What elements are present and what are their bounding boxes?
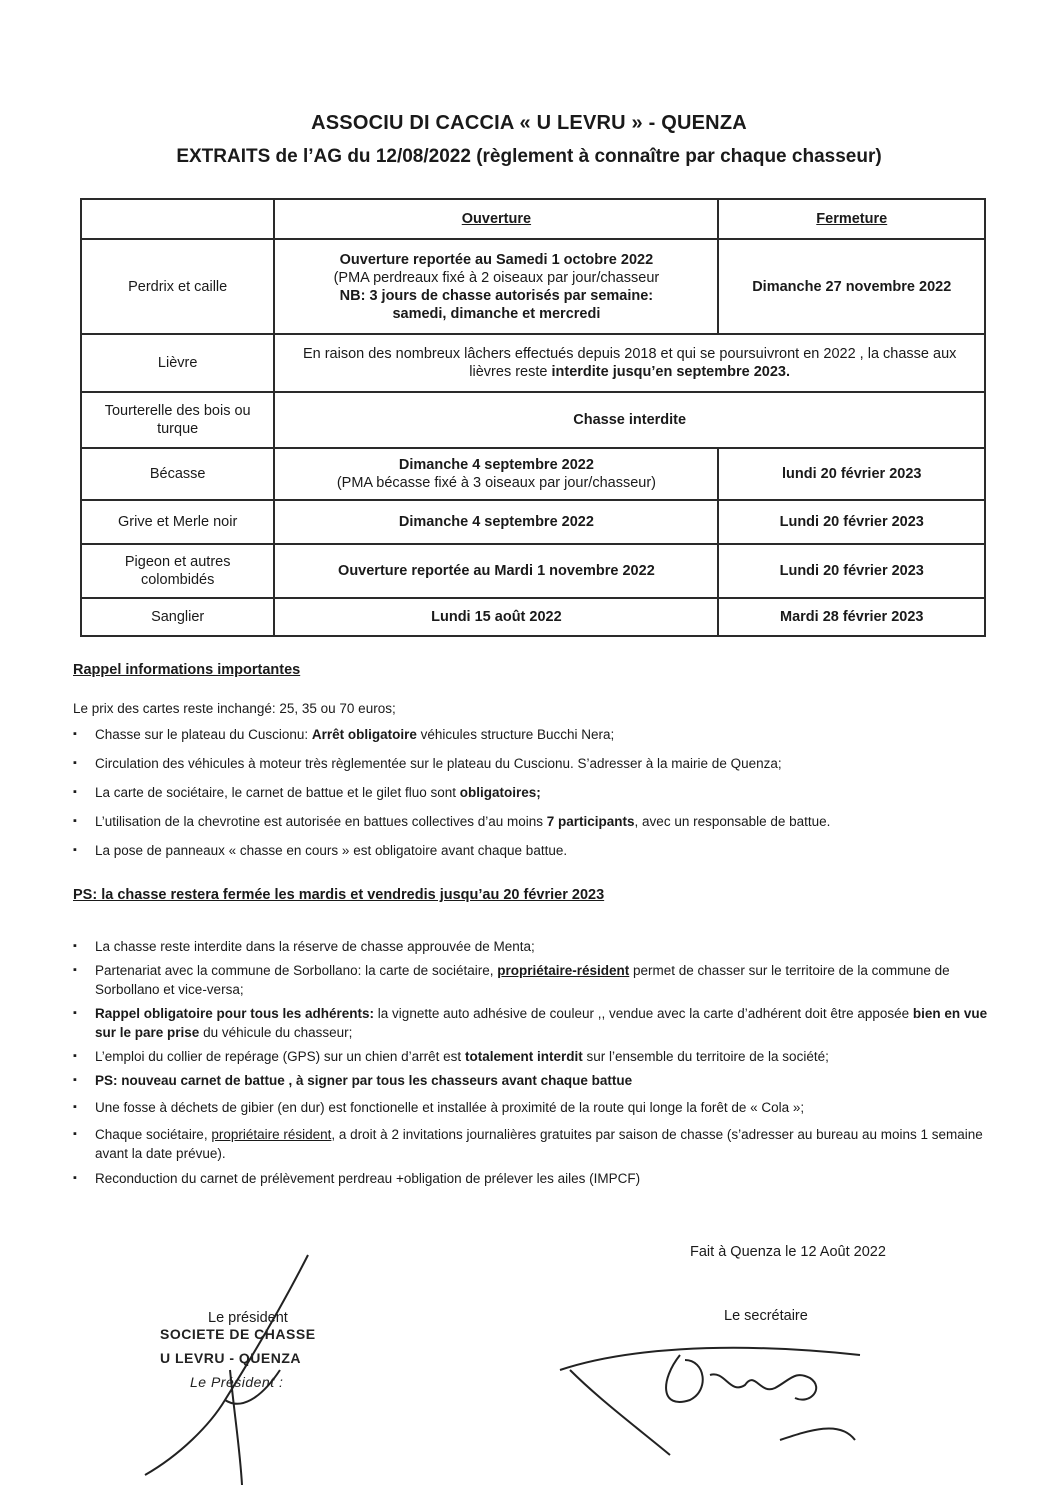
table-row — [81, 334, 985, 392]
list-item-text: sur l’ensemble du territoire de la société; — [582, 1049, 829, 1064]
rappel-list — [73, 725, 993, 870]
hunting-season-table — [80, 198, 986, 637]
close-cell: Lundi 20 février 2023 — [718, 544, 985, 598]
species-cell: Bécasse — [81, 448, 274, 500]
list-item-text: Circulation des véhicules à moteur très règlementée sur le plateau du Cuscionu. S’adresser à la mairie de Quenza; — [95, 756, 782, 771]
rappel-price: Le prix des cartes reste inchangé: 25, 35 ou 70 euros; — [73, 701, 396, 716]
table-header-row — [81, 199, 985, 239]
list-item — [73, 1169, 993, 1188]
species-cell: Perdrix et caille — [81, 239, 274, 334]
species-cell: Lièvre — [81, 334, 274, 392]
table-header-close: Fermeture — [718, 199, 985, 239]
place-date: Fait à Quenza le 12 Août 2022 — [690, 1244, 886, 1260]
list-item-text: propriétaire résident — [211, 1127, 332, 1142]
list-item-text: La carte de sociétaire, le carnet de battue et le gilet fluo sont — [95, 785, 460, 800]
document-subtitle: EXTRAITS de l’AG du 12/08/2022 (règlement à connaître par chaque chasseur) — [176, 146, 882, 167]
list-item — [73, 725, 993, 744]
open-cell — [274, 239, 718, 334]
species-cell: Grive et Merle noir — [81, 500, 274, 544]
list-item-text: Chaque sociétaire, — [95, 1127, 212, 1142]
list-item-text: propriétaire-résident — [497, 963, 630, 978]
close-cell: Dimanche 27 novembre 2022 — [718, 239, 985, 334]
list-item — [73, 754, 993, 773]
secretary-label: Le secrétaire — [724, 1308, 808, 1324]
list-item-text: Rappel obligatoire pour tous les adhérents: — [95, 1006, 375, 1021]
open-cell — [274, 544, 718, 598]
list-item — [73, 783, 993, 802]
list-item-text: La chasse reste interdite dans la réserve de chasse approuvée de Menta; — [95, 939, 535, 954]
stamp-line: Le Président : — [190, 1374, 284, 1390]
open-line: Dimanche 4 septembre 2022 — [398, 457, 594, 473]
open-cell — [274, 598, 718, 636]
list-item-text: obligatoires; — [459, 785, 541, 800]
table-row — [81, 544, 985, 598]
list-item-text: L’utilisation de la chevrotine est autorisée en battues collectives d’au moins — [95, 814, 547, 829]
merged-text: En raison des nombreux lâchers effectués depuis 2018 et qui se poursuivront en 2022 , la chasse aux lièvres reste — [302, 346, 957, 380]
list-item — [73, 812, 993, 831]
president-signature-icon — [130, 1250, 330, 1490]
rappel-title: Rappel informations importantes — [73, 662, 301, 678]
stamp-line: U LEVRU - QUENZA — [160, 1350, 301, 1366]
table-row — [81, 392, 985, 448]
open-line: Lundi 15 août 2022 — [431, 609, 562, 625]
list-item-text: permet de chasser sur le territoire de la commune de Sorbollano et vice-versa; — [95, 963, 950, 997]
open-cell — [274, 448, 718, 500]
ps-title: PS: la chasse restera fermée les mardis et vendredis jusqu’au 20 février 2023 — [73, 887, 605, 903]
president-label: Le président — [208, 1310, 288, 1326]
species-cell: Tourterelle des bois ou turque — [81, 392, 274, 448]
close-cell: Mardi 28 février 2023 — [718, 598, 985, 636]
table-row — [81, 239, 985, 334]
list-item-text: PS: nouveau carnet de battue , à signer par tous les chasseurs avant chaque battue — [95, 1073, 633, 1088]
list-item-text: totalement interdit — [464, 1049, 583, 1064]
merged-bold-text: Chasse interdite — [573, 412, 687, 428]
stamp-line: SOCIETE DE CHASSE — [160, 1326, 316, 1342]
list-item — [73, 1125, 993, 1163]
open-cell — [274, 500, 718, 544]
table-row — [81, 448, 985, 500]
list-item-text: , a droit à 2 invitations journalières gratuites par saison de chasse (s’adresser au bureau au moins 1 semaine avant la date prévue). — [95, 1127, 983, 1161]
open-line: Ouverture reportée au Samedi 1 octobre 2022 — [339, 251, 654, 268]
species-cell: Pigeon et autres colombidés — [81, 544, 274, 598]
list-item — [73, 961, 993, 999]
open-line: NB: 3 jours de chasse autorisés par semaine: — [339, 287, 654, 304]
list-item — [73, 1047, 993, 1066]
list-item-text: bien en vue sur le pare prise — [95, 1006, 988, 1040]
open-line: samedi, dimanche et mercredi — [392, 305, 601, 322]
merged-cell — [274, 392, 985, 448]
list-item-text: 7 participants — [546, 814, 635, 829]
list-item-text: L’emploi du collier de repérage (GPS) sur un chien d’arrêt est — [95, 1049, 465, 1064]
list-item-text: Partenariat avec la commune de Sorbollano: la carte de sociétaire, — [95, 963, 498, 978]
list-item — [73, 1071, 993, 1090]
list-item-text: Chasse sur le plateau du Cuscionu: — [95, 727, 312, 742]
table-header-open: Ouverture — [274, 199, 718, 239]
list-item — [73, 841, 993, 860]
close-cell: lundi 20 février 2023 — [718, 448, 985, 500]
list-item-text: véhicules structure Bucchi Nera; — [416, 727, 615, 742]
close-cell: Lundi 20 février 2023 — [718, 500, 985, 544]
list-item-text: , avec un responsable de battue. — [634, 814, 831, 829]
list-item-text: la vignette auto adhésive de couleur ,, vendue avec la carte d’adhérent doit être apposée — [374, 1006, 913, 1021]
open-line: (PMA bécasse fixé à 3 oiseaux par jour/chasseur) — [336, 475, 656, 491]
table-row — [81, 500, 985, 544]
merged-cell — [274, 334, 985, 392]
table-row — [81, 598, 985, 636]
open-line: (PMA perdreaux fixé à 2 oiseaux par jour/chasseur — [333, 269, 660, 286]
secretary-signature-icon — [540, 1300, 870, 1470]
ps-list — [73, 937, 993, 1194]
list-item-text: du véhicule du chasseur; — [199, 1025, 353, 1040]
species-cell: Sanglier — [81, 598, 274, 636]
list-item — [73, 937, 993, 956]
merged-bold-text: interdite jusqu’en septembre 2023. — [551, 364, 791, 380]
list-item-text: Une fosse à déchets de gibier (en dur) est fonctionelle et installée à proximité de la route qui longe la forêt de « Cola »; — [95, 1100, 805, 1115]
list-item — [73, 1098, 993, 1117]
list-item-text: Reconduction du carnet de prélèvement perdreau +obligation de prélever les ailes (IMPCF) — [95, 1171, 641, 1186]
table-header-empty — [81, 199, 274, 239]
open-line: Dimanche 4 septembre 2022 — [398, 514, 594, 530]
open-line: Ouverture reportée au Mardi 1 novembre 2022 — [338, 563, 655, 579]
list-item-text: Arrêt obligatoire — [311, 727, 417, 742]
list-item — [73, 1004, 993, 1042]
list-item-text: La pose de panneaux « chasse en cours » est obligatoire avant chaque battue. — [95, 843, 568, 858]
document-title: ASSOCIU DI CACCIA « U LEVRU » - QUENZA — [311, 112, 747, 134]
